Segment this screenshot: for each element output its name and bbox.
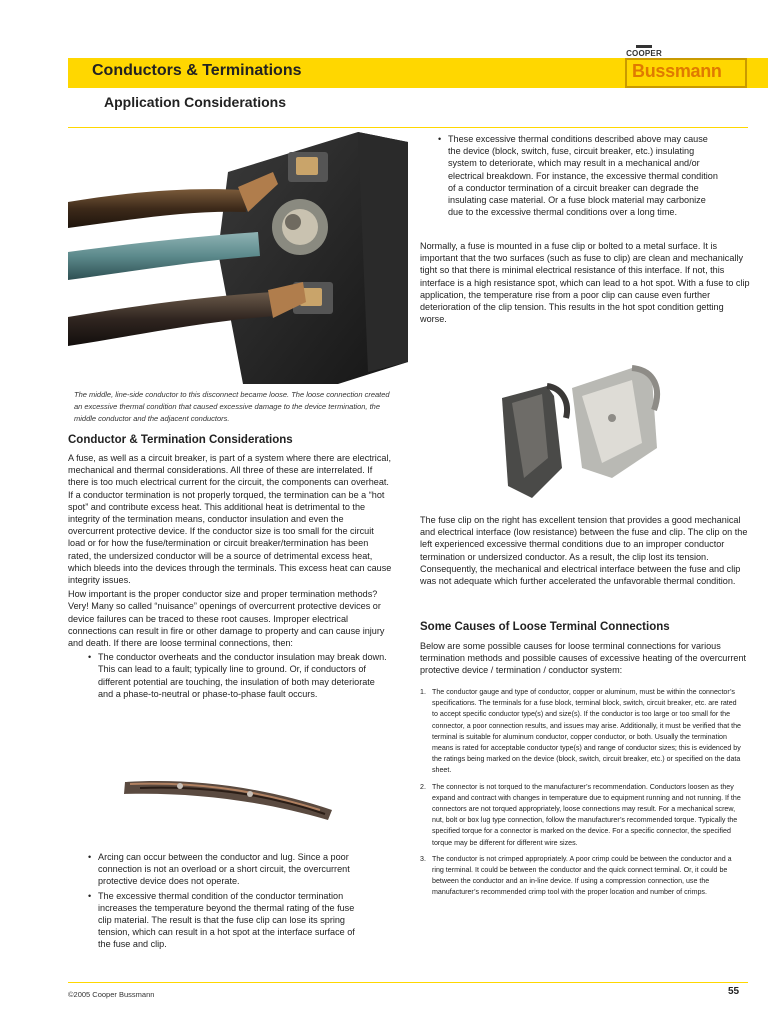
- footer-rule: [68, 982, 748, 983]
- footer-copyright: ©2005 Cooper Bussmann: [68, 990, 155, 999]
- paragraph: A fuse, as well as a circuit breaker, is part of a system where there are electrical, mechanical and thermal considerations. All three of these are interrelated. If there is too much electrical current for the circuit, the components can overheat. If a conductor termination is not properly torqued, the termination can be a “hot spot” and contribute excess heat. This additional heat is detrimental to the integrity of the termination means, conductor insulation and even the overcurrent protective device. If the conductor size is too small for the circuit load or for how the fuse/termination or circuit breaker/termination has been rated, the undersized conductor will be a source of detrimental excess heat, which bleeds into the devices through the terminals. This excess heat can cause integrity issues.: [68, 453, 392, 586]
- list-number: 2.: [420, 782, 426, 791]
- paragraph: How important is the proper conductor size and proper termination methods? Very! Many so called “nuisance” openings of overcurrent protective devices or device failures can be traced to these root causes. Improper electrical connections can result in fire or other damage to property and can cause injury and death. If there are loose terminal connections, then:: [68, 589, 385, 649]
- right-column-bullet: [438, 133, 718, 220]
- photo-caption: The middle, line-side conductor to this disconnect became loose. The loose connection created an excessive thermal condition that caused excessive damage to the device termination, the middle conductor and the adjacent conductors.: [74, 390, 390, 423]
- bullet-item: • Arcing can occur between the conductor and lug. Since a poor connection is not an overload or a short circuit, the overcurrent protective device does not operate.: [88, 851, 368, 888]
- list-text: The connector is not torqued to the manufacturer’s recommendation. Conductors loosen as they expand and contract with changes in temperature due to equipment running and not running. If the connectors are not torqued appropriately, loose connections may result. For a mechanical screw, nut, bolt or box lug type connection, follow the manufacturer’s recommended torque. Typically the specified torque for a connector is marked on the device. For a specific connector, the specified torque may be different for different wire sizes.: [432, 782, 741, 847]
- burnt-conductor-photo: [120, 772, 340, 828]
- list-text: The conductor is not crimped appropriately. A poor crimp could be between the conductor and a ring terminal. It could be between the conductor and the quick connect terminal. Or, it could be between the conductor and an in-line device. If using a compression connection, use the manufacturer’s recommended crimp tool with the proper location and number of crimps.: [432, 854, 732, 897]
- paragraph: Below are some possible causes for loose terminal connections for various termination methods and possible causes of excessive heating of the overcurrent protective device / termination / conductor system:: [420, 641, 747, 676]
- header-rule: [68, 127, 748, 128]
- bullet-item: • The conductor overheats and the conductor insulation may break down. This can lead to a fault; typically line to ground. Or, if conductors of different potential are touching, the insulation of both may deteriorate and a phase-to-neutral or phase-to-phase fault occurs.: [88, 651, 392, 700]
- right-column-text-2: [420, 514, 750, 589]
- section-heading-causes: Some Causes of Loose Terminal Connections: [420, 621, 670, 633]
- causes-list: [420, 687, 742, 904]
- bussmann-logo-text: Bussmann: [632, 61, 722, 81]
- fuse-clips-photo: [492, 358, 670, 506]
- list-text: The conductor gauge and type of conductor, copper or aluminum, must be within the connector’s specifications. The terminals for a fuse block, terminal block, switch, circuit breaker, etc. are rated to accept specific conductor type(s) and size(s). If the conductor is too large or too small for the connector, a poor connection results, and issues may arise. Additionally, it must be verified that the terminal is suitable for aluminum conductor, copper conductor, or both. Usually the termination means is rated for acceptable conductor type(s) and range of conductor sizes; this is evidenced by the ratings being marked on the device (block, switch, circuit breaker, etc.) or specified on the data sheet.: [432, 688, 742, 775]
- paragraph: Normally, a fuse is mounted in a fuse clip or bolted to a metal surface. It is important that the two surfaces (such as fuse to clip) are clean and mechanically tight so that there is minimal electrical resistance of this interface. If not, this interface is a high resistance spot, which can lead to a hot spot. With a fuse to clip application, the temperature rise from a poor clip can cause even further deterioration of the clip tension. This results in the hot spot condition getting worse.: [420, 241, 750, 325]
- section-heading-considerations: Conductor & Termination Considerations: [68, 434, 293, 446]
- disconnect-damage-photo: [68, 132, 408, 384]
- list-item: [420, 782, 742, 849]
- paragraph: The fuse clip on the right has excellent tension that provides a good mechanical and electrical interface (low resistance) between the fuse and clip. The clip on the left experienced excessive thermal conditions due to an improper conductor termination or undersized conductor. As a result, the clip lost its tension. Consequently, the mechanical and electrical interface between the fuse and clip was not adequate which further accelerated the unfavorable thermal condition.: [420, 515, 748, 587]
- bullet-item: • These excessive thermal conditions described above may cause the device (block, switch, fuse, circuit breaker, etc.) insulating system to deteriorate, which may result in a mechanical and/or electrical breakdown. For instance, the excessive thermal condition of a conductor termination of a circuit breaker can degrade the insulating case material. Or a fuse block material may carbonize due to the excessive thermal conditions over a long time.: [438, 133, 718, 218]
- right-column-text: [420, 240, 750, 327]
- page-subtitle: Application Considerations: [104, 94, 287, 110]
- list-item: [420, 687, 742, 777]
- left-column-bullets: [88, 851, 368, 953]
- cooper-logo-text: COOPER: [624, 45, 664, 58]
- right-column-intro: [420, 640, 750, 679]
- page-title: Conductors & Terminations: [92, 62, 302, 79]
- list-number: 3.: [420, 854, 426, 863]
- list-item: [420, 854, 742, 899]
- left-column-text: [68, 452, 392, 702]
- page-number: 55: [728, 986, 740, 997]
- bullet-item: • The excessive thermal condition of the conductor termination increases the temperature beyond the thermal rating of the fuse clip material. The result is that the fuse clip can lose its spring tension, which can result in a hot spot at the interface surface of the fuse and clip.: [88, 890, 368, 951]
- list-number: 1.: [420, 688, 426, 696]
